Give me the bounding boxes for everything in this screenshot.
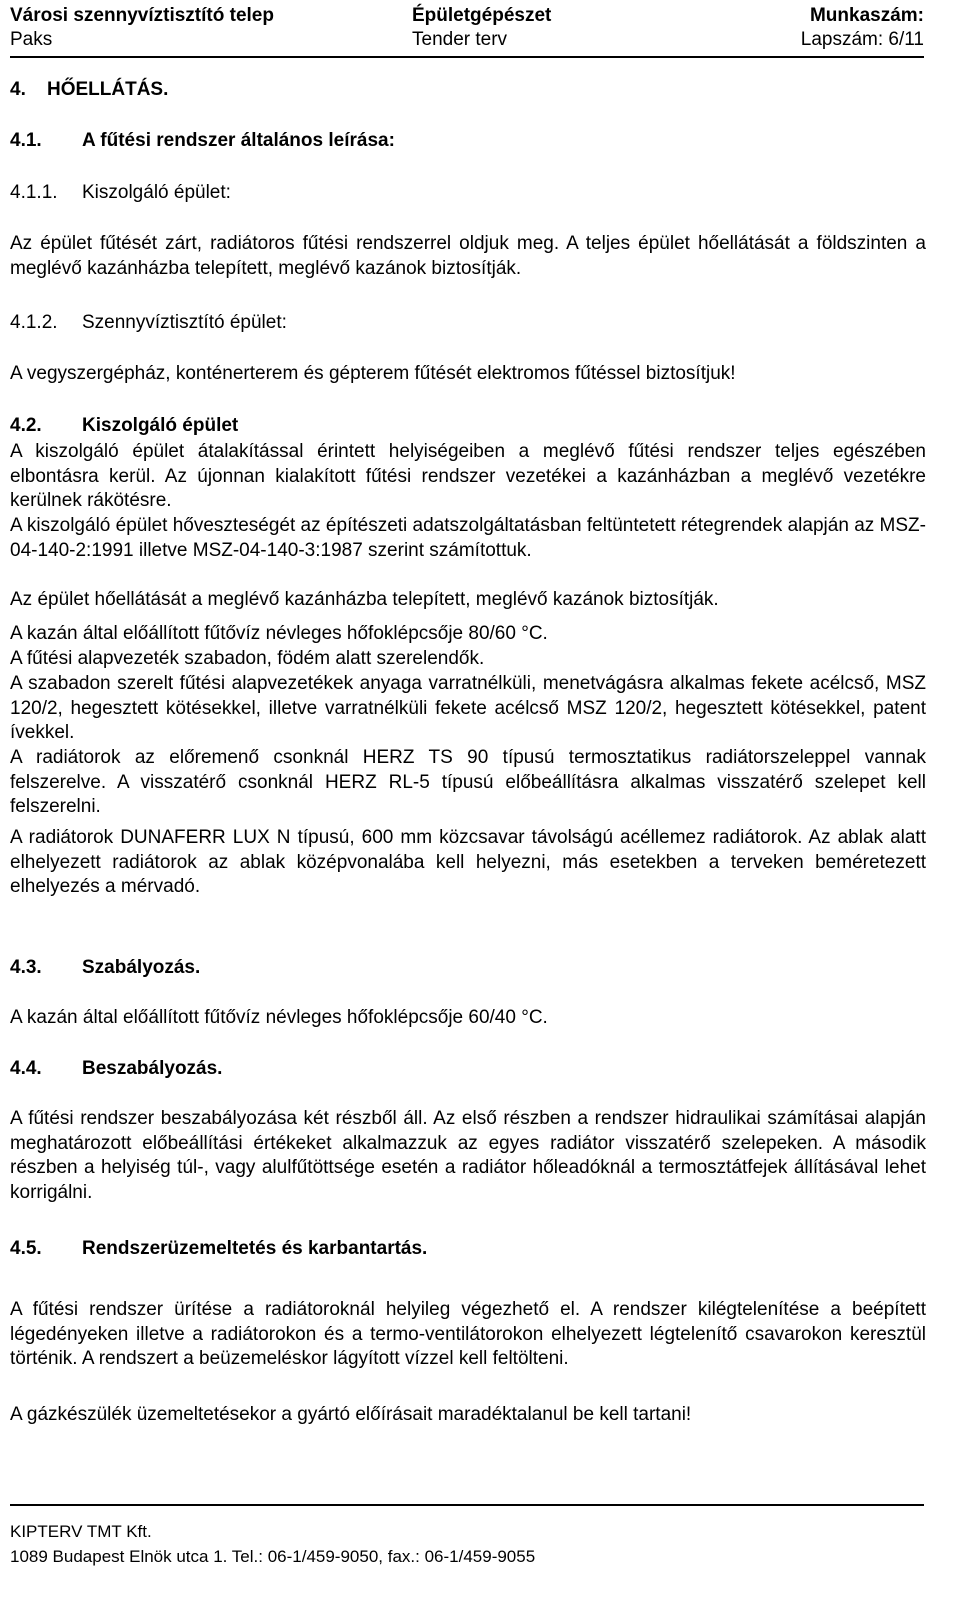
paragraph-4-2-8: A radiátorok DUNAFERR LUX N típusú, 600 mm közcsavar távolságú acéllemez radiátorok. Az ablak alatt elhelyezett radiátorok az ablak középvonalába kell helyezni, más esetekben a terveken beméretezett elhelyezés a mérvadó. xyxy=(10,827,926,898)
heading-4-2 xyxy=(10,415,238,437)
heading-4-4-title: Beszabályozás. xyxy=(82,1058,223,1079)
paragraph-4-1-1: Az épület fűtését zárt, radiátoros fűtési rendszerrel oldjuk meg. A teljes épület hőellátását a földszinten a meglévő kazánházba telepített, meglévő kazánok biztosítják. xyxy=(10,233,926,279)
paragraph-4-1-2: A vegyszergépház, konténerterem és gépterem fűtését elektromos fűtéssel biztosítjuk! xyxy=(10,363,736,384)
heading-4 xyxy=(10,79,168,101)
heading-4-2-title: Kiszolgáló épület xyxy=(82,415,239,436)
heading-4-3-number: 4.3. xyxy=(10,957,42,978)
heading-4-2-number: 4.2. xyxy=(10,415,42,436)
heading-4-4 xyxy=(10,1058,222,1080)
heading-4-1-2-title: Szennyvíztisztító épület: xyxy=(82,312,287,333)
heading-4-1-title: A fűtési rendszer általános leírása: xyxy=(82,130,395,151)
heading-4-3 xyxy=(10,957,200,979)
paragraph-4-2-4: A kazán által előállított fűtővíz névleges hőfoklépcsője 80/60 °C. xyxy=(10,623,548,644)
heading-4-1-1-number: 4.1.1. xyxy=(10,182,58,203)
project-name: Városi szennyvíztisztító telep xyxy=(10,5,274,26)
paragraph-4-2-5: A fűtési alapvezeték szabadon, födém alatt szerelendők. xyxy=(10,648,485,669)
paragraph-4-5-1: A fűtési rendszer ürítése a radiátoroknál helyileg végezhető el. A rendszer kilégtelenítése a beépített légedényeken illetve a radiátorokon és a termo-ventilátorokon elhelyezett légtelenítő csavarokon keresztül történik. A rendszert a beüzemeléskor lágyított vízzel kell feltölteni. xyxy=(10,1299,926,1370)
heading-4-3-title: Szabályozás. xyxy=(82,957,201,978)
paragraph-4-4: A fűtési rendszer beszabályozása két részből áll. Az első részben a rendszer hidraulikai számításai alapján meghatározott előbeállítási értékeket alkalmazzuk az egyes radiátor visszatérő szelepeken. A második részben a helyiség túl-, vagy alulfűtöttsége esetén a radiátor hőleadóknál a termosztátfejek állításával lehet korrigálni. xyxy=(10,1108,926,1204)
paragraph-4-2-7: A radiátorok az előremenő csonknál HERZ TS 90 típusú termosztatikus radiátorszeleppel vannak felszerelve. A visszatérő csonknál HERZ RL-5 típusú előbeállításra alkalmas visszatérő szelepet kell felszerelni. xyxy=(10,747,926,818)
heading-4-1-2 xyxy=(10,312,287,334)
heading-4-1-2-number: 4.1.2. xyxy=(10,312,58,333)
discipline-label: Épületgépészet xyxy=(412,5,552,26)
paragraph-4-2-1: A kiszolgáló épület átalakítással érintett helyiségeiben a meglévő fűtési rendszer teljes egészében elbontásra kerül. Az újonnan kialakított fűtési rendszer vezetékei a kazánházban a meglévő vezetékre kerülnek rákötésre. xyxy=(10,441,926,512)
heading-4-title: HŐELLÁTÁS. xyxy=(47,79,169,100)
heading-4-5-title: Rendszerüzemeltetés és karbantartás. xyxy=(82,1238,428,1259)
job-number-label: Munkaszám: xyxy=(809,5,924,26)
footer-divider xyxy=(10,1504,924,1506)
footer-address: 1089 Budapest Elnök utca 1. Tel.: 06-1/459-9050, fax.: 06-1/459-9055 xyxy=(10,1547,536,1566)
heading-4-1-1 xyxy=(10,182,231,204)
paragraph-4-3: A kazán által előállított fűtővíz névleges hőfoklépcsője 60/40 °C. xyxy=(10,1007,548,1028)
heading-4-number: 4. xyxy=(10,79,26,100)
heading-4-1-number: 4.1. xyxy=(10,130,42,151)
footer-company: KIPTERV TMT Kft. xyxy=(10,1522,152,1541)
paragraph-4-2-3: Az épület hőellátását a meglévő kazánházba telepített, meglévő kazánok biztosítják. xyxy=(10,589,719,610)
heading-4-4-number: 4.4. xyxy=(10,1058,42,1079)
heading-4-5 xyxy=(10,1238,427,1260)
header-divider xyxy=(10,56,924,58)
heading-4-5-number: 4.5. xyxy=(10,1238,42,1259)
location-name: Paks xyxy=(10,29,53,50)
plan-type-label: Tender terv xyxy=(412,29,508,50)
heading-4-1-1-title: Kiszolgáló épület: xyxy=(82,182,231,203)
page-number-label: Lapszám: 6/11 xyxy=(800,29,924,50)
paragraph-4-2-2: A kiszolgáló épület hőveszteségét az építészeti adatszolgáltatásban feltüntetett rétegrendek alapján az MSZ-04-140-2:1991 illetve MSZ-04-140-3:1987 szerint számítottuk. xyxy=(10,515,926,561)
paragraph-4-2-6: A szabadon szerelt fűtési alapvezetékek anyaga varratnélküli, menetvágásra alkalmas fekete acélcső, MSZ 120/2, hegesztett kötésekkel, illetve varratnélküli fekete acélcső MSZ 120/2, hegesztett kötésekkel, patent ívekkel. xyxy=(10,673,926,744)
paragraph-4-5-2: A gázkészülék üzemeltetésekor a gyártó előírásait maradéktalanul be kell tartani! xyxy=(10,1404,692,1425)
heading-4-1 xyxy=(10,130,395,152)
